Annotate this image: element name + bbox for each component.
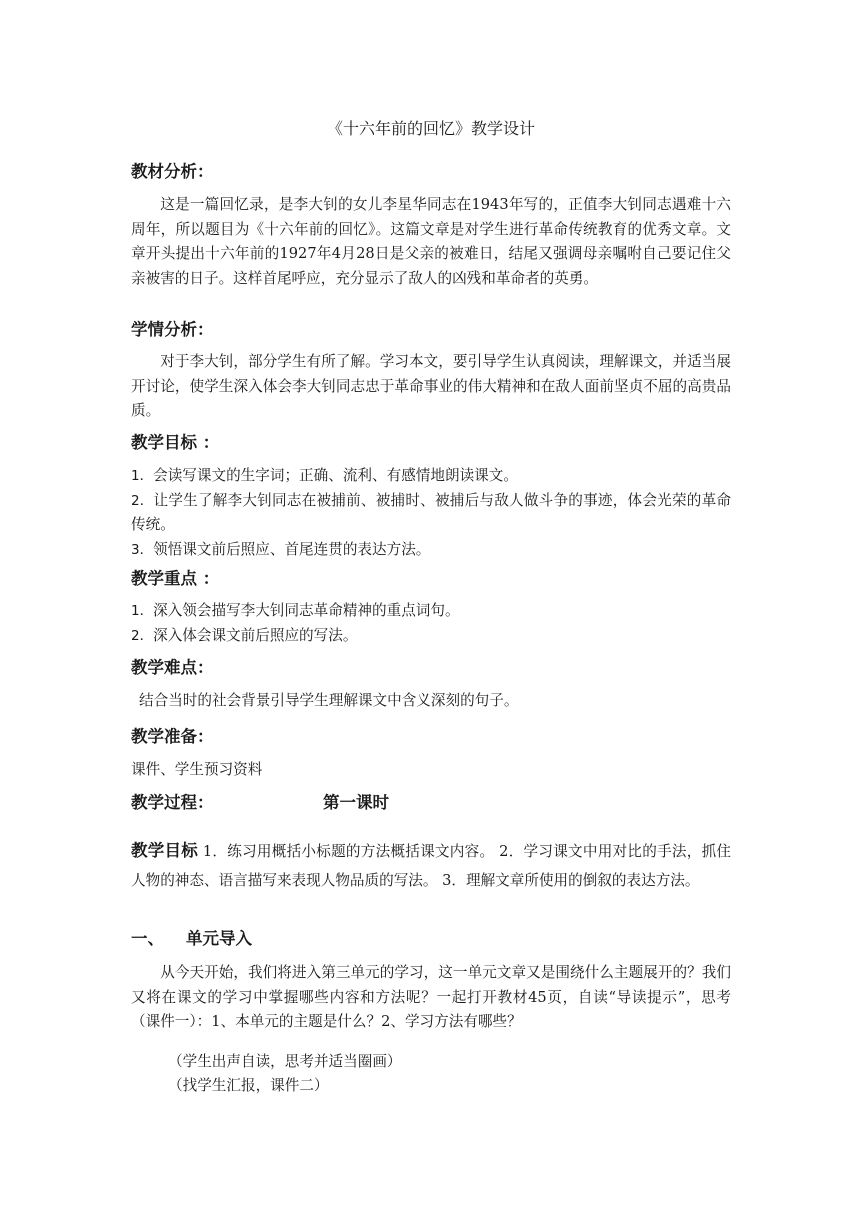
heading-teaching-goals: 教学目标 ： bbox=[131, 433, 220, 452]
paragraph-preparation: 课件、学生预习资料 bbox=[131, 761, 263, 778]
list-teaching-goals bbox=[131, 464, 731, 562]
heading-key-points: 教学重点 ： bbox=[131, 569, 220, 588]
heading-textbook-analysis: 教材分析： bbox=[131, 162, 214, 181]
paragraph-textbook-analysis: 这是一篇回忆录，是李大钊的女儿李星华同志在1943年写的，正值李大钊同志遇难十六周年，所以题目为《十六年前的回忆》。这篇文章是对学生进行革命传统教育的优秀文章。文章开头提出十六年前的1927年4月28日是父亲的被难日，结尾又强调母亲嘱咐自己要记住父亲被害的日子。这样首尾呼应，充分显示了敌人的凶残和革命者的英勇。 bbox=[131, 196, 731, 287]
lesson-label: 第一课时 bbox=[323, 793, 389, 812]
heading-unit-intro: 一、 单元导入 bbox=[131, 929, 252, 948]
lesson-goal-label: 教学目标 bbox=[131, 841, 198, 860]
list-item: 1．深入领会描写李大钊同志革命精神的重点词句。 bbox=[131, 602, 460, 619]
note-self-reading: （学生出声自读，思考并适当圈画） bbox=[168, 1053, 402, 1070]
paragraph-student-analysis: 对于李大钊，部分学生有所了解。学习本文，要引导学生认真阅读，理解课文，并适当展开讨论，使学生深入体会李大钊同志忠于革命事业的伟大精神和在敌人面前坚贞不屈的高贵品质。 bbox=[131, 353, 731, 419]
heading-student-analysis: 学情分析： bbox=[131, 320, 214, 339]
note-report: （找学生汇报，课件二） bbox=[168, 1077, 329, 1094]
list-item: 1．会读写课文的生字词；正确、流利、有感情地朗读课文。 bbox=[131, 467, 518, 484]
document-title: 《十六年前的回忆》教学设计 bbox=[326, 119, 535, 138]
list-item: 3．领悟课文前后照应、首尾连贯的表达方法。 bbox=[131, 540, 431, 558]
heading-difficulty: 教学难点： bbox=[131, 658, 214, 677]
list-key-points bbox=[131, 599, 731, 648]
heading-preparation: 教学准备： bbox=[131, 727, 214, 746]
list-item: 2．让学生了解李大钊同志在被捕前、被捕时、被捕后与敌人做斗争的事迹，体会光荣的革命传统。 bbox=[131, 491, 731, 533]
paragraph-difficulty: 结合当时的社会背景引导学生理解课文中含义深刻的句子。 bbox=[139, 692, 519, 709]
list-item: 2．深入体会课文前后照应的写法。 bbox=[131, 626, 358, 644]
heading-teaching-process: 教学过程： bbox=[131, 793, 214, 812]
paragraph-unit-intro: 从今天开始，我们将进入第三单元的学习，这一单元文章又是围绕什么主题展开的？我们又将在课文的学习中掌握哪些内容和方法呢？一起打开教材45页，自读“导读提示”，思考（课件一）：1、本单元的主题是什么？2、学习方法有哪些？ bbox=[131, 964, 731, 1030]
paragraph-lesson-goals: 教学目标 1．练习用概括小标题的方法概括课文内容。 2．学习课文中用对比的手法，抓住人物的神态、语言描写来表现人物品质的写法。 3．理解文章所使用的倒叙的表达方法。 bbox=[131, 841, 732, 889]
